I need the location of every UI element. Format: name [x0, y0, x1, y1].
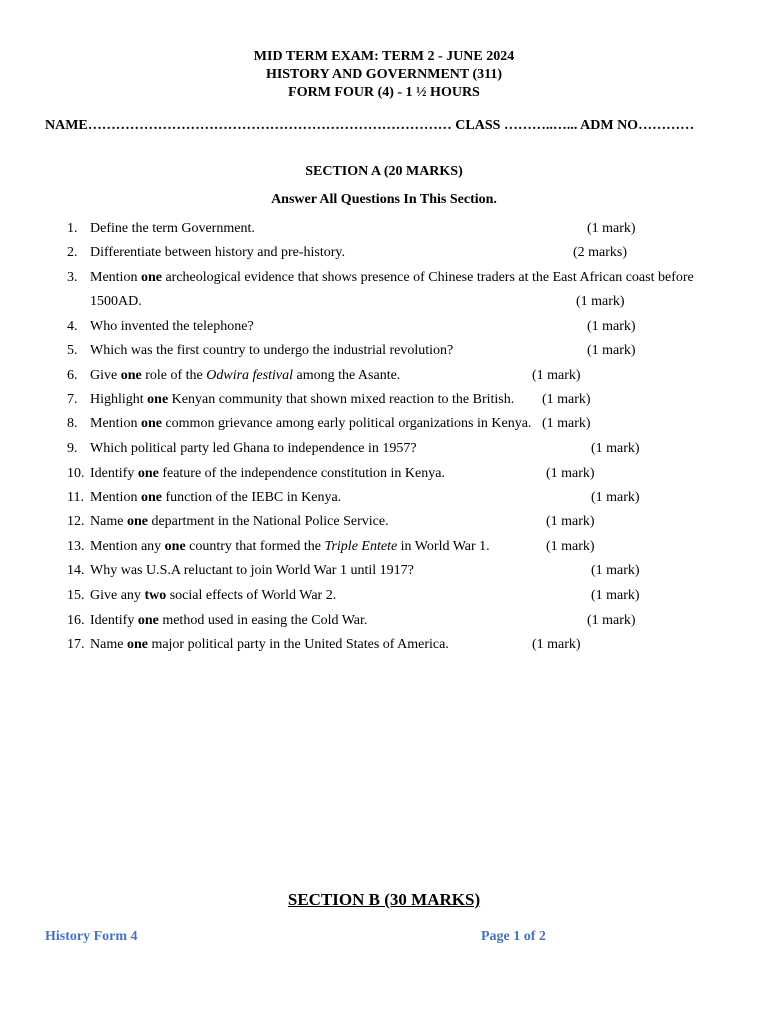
question-text-part: Who invented the telephone? — [90, 319, 254, 334]
question-text-part: Differentiate between history and pre-history. — [90, 245, 346, 260]
question-marks: (1 mark) — [542, 392, 591, 407]
question-text — [90, 318, 254, 335]
question-number: 16. — [67, 613, 85, 628]
emphasis-bold: one — [137, 466, 159, 481]
emphasis-bold: one — [120, 368, 142, 383]
question-text-part: Give any — [90, 588, 145, 603]
question-number: 17. — [67, 637, 85, 652]
question-marks: (1 mark) — [587, 319, 636, 334]
question-text-part: Name — [90, 514, 127, 529]
form-duration: FORM FOUR (4) - 1 ½ HOURS — [288, 85, 480, 100]
question-marks: (1 mark) — [591, 588, 640, 603]
question-text-part: in World War 1. — [397, 539, 490, 554]
emphasis-bold: one — [164, 539, 186, 554]
question-number: 4. — [67, 319, 78, 334]
question-text-part: country that formed the — [185, 539, 325, 554]
question-marks: (1 mark) — [546, 514, 595, 529]
question-text — [90, 489, 341, 506]
question-number: 12. — [67, 514, 85, 529]
question-text — [90, 440, 417, 457]
question-marks: (1 mark) — [576, 294, 625, 309]
question-number: 2. — [67, 245, 78, 260]
question-text-part: function of the IEBC in Kenya. — [161, 490, 342, 505]
question-marks: (1 mark) — [542, 416, 591, 431]
emphasis-bold: one — [140, 270, 162, 285]
question-text-part: Mention any — [90, 539, 165, 554]
section-a-title: SECTION A (20 MARKS) — [305, 164, 463, 179]
question-number: 8. — [67, 416, 78, 431]
question-text — [90, 612, 367, 629]
question-marks: (2 marks) — [573, 245, 628, 260]
question-number: 15. — [67, 588, 85, 603]
emphasis-bold: one — [140, 416, 162, 431]
question-marks: (1 mark) — [532, 368, 581, 383]
question-text-part: Define the term Government. — [90, 221, 255, 236]
question-text-part: Which was the first country to undergo the industrial revolution? — [90, 343, 454, 358]
question-marks: (1 mark) — [546, 539, 595, 554]
question-text-part: Identify — [90, 613, 138, 628]
section-a-instruction: Answer All Questions In This Section. — [271, 192, 497, 207]
question-text — [90, 367, 400, 384]
footer-page-number: Page 1 of 2 — [481, 929, 546, 944]
question-text — [90, 415, 531, 432]
emphasis-italic: Odwira festival — [206, 368, 293, 383]
question-marks: (1 mark) — [587, 613, 636, 628]
question-number: 7. — [67, 392, 78, 407]
emphasis-bold: two — [144, 588, 167, 603]
question-text-continuation: 1500AD. — [90, 294, 142, 309]
question-text-part: department in the National Police Service. — [147, 514, 389, 529]
question-marks: (1 mark) — [546, 466, 595, 481]
emphasis-bold: one — [147, 392, 169, 407]
question-number: 14. — [67, 563, 85, 578]
question-text — [90, 465, 445, 482]
question-text-part: among the Asante. — [292, 368, 401, 383]
subject-title: HISTORY AND GOVERNMENT (311) — [265, 67, 503, 82]
question-number: 13. — [67, 539, 85, 554]
question-text-part: Mention — [90, 416, 141, 431]
question-text — [90, 562, 414, 579]
emphasis-bold: one — [126, 637, 148, 652]
question-text-part: role of the — [141, 368, 207, 383]
question-text-part: Give — [90, 368, 121, 383]
footer-subject: History Form 4 — [45, 929, 138, 944]
student-details-line: NAME…………………………………………………………………… CLASS ………..…... ADM NO………… — [45, 118, 695, 133]
emphasis-bold: one — [137, 613, 159, 628]
question-text-part: common grievance among early political organizations in Kenya. — [161, 416, 532, 431]
exam-title: MID TERM EXAM: TERM 2 - JUNE 2024 — [253, 49, 515, 64]
question-text-part: Identify — [90, 466, 138, 481]
question-marks: (1 mark) — [591, 441, 640, 456]
question-number: 9. — [67, 441, 78, 456]
question-text-part: major political party in the United States of America. — [147, 637, 449, 652]
question-marks: (1 mark) — [587, 343, 636, 358]
question-text — [90, 587, 336, 604]
question-number: 3. — [67, 270, 78, 285]
question-text — [90, 538, 490, 555]
question-text-part: Mention — [90, 490, 141, 505]
question-text — [90, 342, 453, 359]
question-text-part: Kenyan community that shown mixed reaction to the British. — [168, 392, 515, 407]
question-marks: (1 mark) — [591, 563, 640, 578]
question-text-part: archeological evidence that shows presence of Chinese traders at the East African coast before — [161, 270, 694, 285]
question-text — [90, 513, 389, 530]
question-number: 10. — [67, 466, 85, 481]
question-text-part: feature of the independence constitution in Kenya. — [158, 466, 445, 481]
question-number: 6. — [67, 368, 78, 383]
question-number: 5. — [67, 343, 78, 358]
question-text — [90, 391, 514, 408]
question-number: 11. — [67, 490, 84, 505]
question-text — [90, 269, 694, 286]
emphasis-italic: Triple Entete — [324, 539, 398, 554]
emphasis-bold: one — [126, 514, 148, 529]
question-text-part: Highlight — [90, 392, 148, 407]
question-marks: (1 mark) — [587, 221, 636, 236]
question-text — [90, 244, 345, 261]
question-text-part: Mention — [90, 270, 141, 285]
question-text-part: method used in easing the Cold War. — [158, 613, 368, 628]
question-text — [90, 220, 255, 237]
section-b-title: SECTION B (30 MARKS) — [287, 890, 481, 909]
question-text-part: Which political party led Ghana to independence in 1957? — [90, 441, 417, 456]
question-text-part: Why was U.S.A reluctant to join World War 1 until 1917? — [90, 563, 414, 578]
question-text-part: social effects of World War 2. — [166, 588, 337, 603]
question-text-part: Name — [90, 637, 127, 652]
question-text — [90, 636, 449, 653]
emphasis-bold: one — [140, 490, 162, 505]
question-marks: (1 mark) — [591, 490, 640, 505]
question-marks: (1 mark) — [532, 637, 581, 652]
question-number: 1. — [67, 221, 78, 236]
